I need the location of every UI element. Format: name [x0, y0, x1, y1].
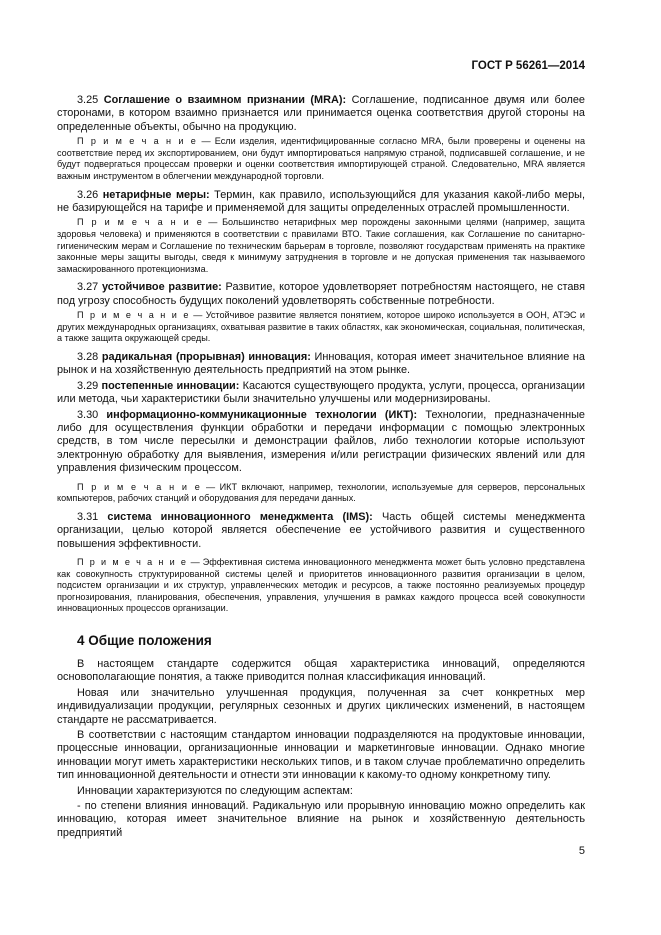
note-3-30 — [57, 482, 585, 505]
term-number: 3.25 — [77, 94, 99, 106]
term-number: 3.27 — [77, 281, 99, 294]
note-3-25 — [57, 136, 585, 182]
note-text: — Эффективная система инновационного менеджмента может быть условно представлена как совокупность структурированной системы целей и приоритетов инновационного развития организации в целом, подсистем организации и их структур, управленческих методик и ресурсов, а также постоянно реализуемых процедур прогнозирования, планирования, обеспечения, управления, улучшения в рамках каждого процесса всей совокупности инновационных процессов организации. — [57, 557, 585, 614]
note-label: П р и м е ч а н и е — [77, 310, 191, 321]
term-definition: Технологии, предназначенные либо для осуществления функции обработки и передачи информации с помощью электронных средств, в том числе пересылки и демонстрации файлов, либо технологии которые используют электронную обработку для выявления, измерения и/или регистрации физических явлений или для управления физическим процессом. — [57, 408, 585, 475]
term-3-27 — [57, 281, 585, 308]
note-text: — Устойчивое развитие является понятием, которое широко используется в ООН, АТЭС и других международных организациях, охватывая развитие в таких областях, как экономическая, социальная, политическая, а также защита окружающей среды. — [57, 310, 585, 344]
term-number: 3.28 — [77, 350, 99, 363]
section-paragraph: В настоящем стандарте содержится общая характеристика инноваций, определяются основополагающие понятия, а также приводится полная классификация инноваций. — [57, 658, 585, 684]
term-title: Соглашение о взаимном признании (MRA): — [103, 94, 347, 106]
section-paragraph: Новая или значительно улучшенная продукция, полученная за счет конкретных мер индивидуализации продукции, регулярных сезонных и других циклических изменений, в настоящем стандарте не рассматривается. — [57, 686, 585, 726]
section-paragraph: - по степени влияния инноваций. Радикальную или прорывную инновацию можно определить как инновацию, которая имеет значительное влияние на рынок и хозяйственную деятельность предприятий — [57, 800, 585, 839]
term-3-26 — [57, 189, 585, 216]
term-title: радикальная (прорывная) инновация: — [101, 350, 311, 363]
term-number: 3.30 — [77, 408, 99, 421]
note-label: П р и м е ч а н и е — [77, 136, 198, 147]
document-body — [57, 94, 585, 842]
page-number: 5 — [578, 845, 585, 857]
term-title: система инновационного менеджмента (IMS): — [107, 510, 373, 523]
note-3-31 — [57, 557, 585, 615]
term-3-28 — [57, 351, 585, 378]
term-number: 3.26 — [77, 188, 99, 201]
term-number: 3.31 — [77, 510, 99, 523]
section-paragraph: В соответствии с настоящим стандартом инновации подразделяются на продуктовые инновации, процессные инновации, организационные инновации и маркетинговые инновации. Однако многие инновации могут иметь характеристики нескольких типов, и в таком случае проблематично определить тип инновационной деятельности и отнести эти инновации к какому-то одному конкретному типу. — [57, 729, 585, 782]
term-number: 3.29 — [77, 379, 99, 392]
note-text: — ИКТ включают, например, технологии, используемые для серверов, персональных компьютеров, рабочих станций и оборудования для передачи данных. — [57, 481, 586, 504]
term-3-31 — [57, 511, 585, 551]
note-label: П р и м е ч а н и е — [77, 217, 204, 228]
term-definition: Инновация, которая имеет значительное влияние на рынок и на хозяйственную деятельность предприятий на этом рынке. — [57, 350, 585, 377]
section-title: 4 Общие положения — [77, 633, 212, 648]
term-definition: Касаются существующего продукта, услуги, процесса, организации или метода, чьи характеристики были значительно улучшены или модернизированы. — [57, 379, 585, 406]
standard-code: ГОСТ Р 56261—2014 — [471, 60, 585, 72]
term-title: нетарифные меры: — [102, 188, 210, 201]
term-title: информационно-коммуникационные технологии (ИКТ): — [106, 408, 418, 421]
term-definition: Соглашение, подписанное двумя или более сторонами, в котором взаимно признается или принимается оценка соответствия другой стороны на определенные объекты, обычно на продукцию. — [57, 94, 585, 133]
section-paragraph: Инновации характеризуются по следующим аспектам: — [77, 784, 353, 797]
note-label: П р и м е ч а н и е — [77, 557, 188, 568]
term-definition: Развитие, которое удовлетворяет потребностям настоящего, не ставя под угрозу способность будущих поколений удовлетворять собственные потребности. — [57, 281, 585, 307]
note-3-26 — [57, 217, 585, 275]
note-text: — Если изделия, идентифицированные согласно MRA, были проверены и оценены на соответствие перед их экспортированием, они будут импортироваться напрямую страной, подписавшей соглашение, и не будут подвергаться процессам проверки и оценки соответствия импортирующей страной. Следовательно, MRA является важным инструментом в облегчении международной торговли. — [57, 136, 586, 181]
term-3-25 — [57, 94, 585, 134]
term-3-30 — [57, 409, 585, 476]
term-3-29 — [57, 380, 585, 407]
term-definition: Термин, как правило, использующийся для указания какой-либо меры, не базирующейся на тарифе и применяемой для защиты определенных отраслей промышленности. — [57, 188, 585, 214]
note-text: — Большинство нетарифных мер порождены законными целями (например, защита здоровья человека) и применяются в соответствии с правилами ВТО. Такие соглашения, как Соглашение по санитарно-гигиеническим мерам и Соглашение по техническим барьерам в торговле, позволяют государствам применять на практике законные меры защиты выгоды, сведя к минимуму затруднения в торговле и не допуская применения так называемого замаскированного протекционизма. — [57, 217, 585, 274]
note-3-27 — [57, 310, 585, 345]
term-definition: Часть общей системы менеджмента организации, целью которой является обеспечение ее устойчивого развития и существенного повышения эффективности. — [57, 510, 585, 550]
term-title: устойчивое развитие: — [101, 281, 222, 294]
term-title: постепенные инновации: — [101, 379, 240, 392]
note-label: П р и м е ч а н и е — [77, 481, 202, 492]
